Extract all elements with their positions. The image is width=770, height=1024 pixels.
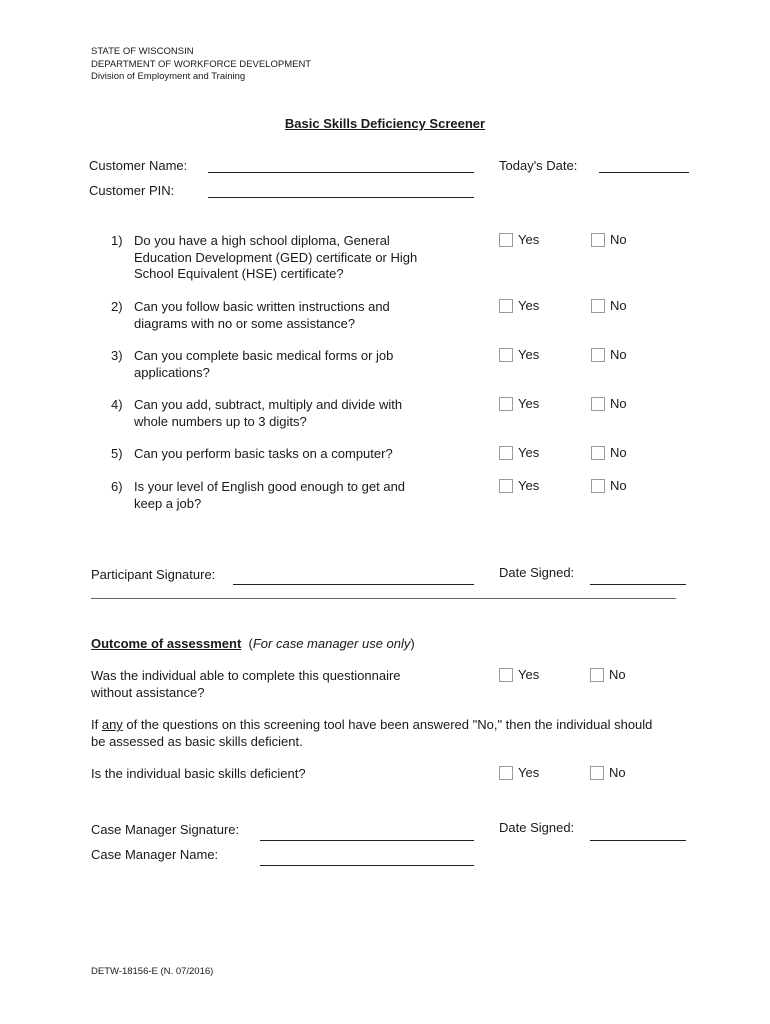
yes-label: Yes: [518, 765, 540, 780]
yes-label: Yes: [518, 298, 540, 313]
no-label: No: [610, 347, 627, 362]
no-label: No: [610, 445, 627, 460]
deficiency-instructions: [91, 717, 661, 750]
assist-question: Was the individual able to complete this questionnaire without assistance?: [91, 668, 401, 700]
q6-no-checkbox[interactable]: [591, 479, 605, 493]
question-text: Can you complete basic medical forms or job applications?: [134, 348, 394, 380]
q3-no-checkbox[interactable]: [591, 348, 605, 362]
question-number: 1): [111, 233, 123, 248]
q5-no-checkbox[interactable]: [591, 446, 605, 460]
todays-date-field[interactable]: [599, 172, 689, 173]
question-text: Can you add, subtract, multiply and divide with whole numbers up to 3 digits?: [134, 397, 403, 429]
yes-label: Yes: [518, 396, 540, 411]
q4-no-checkbox[interactable]: [591, 397, 605, 411]
q3-yes-checkbox[interactable]: [499, 348, 513, 362]
section-divider: [91, 598, 676, 599]
deficient-question: Is the individual basic skills deficient?: [91, 766, 306, 781]
yes-label: Yes: [518, 667, 540, 682]
agency-header: [91, 46, 311, 84]
q2-yes-checkbox[interactable]: [499, 299, 513, 313]
info-suffix: of the questions on this screening tool have been answered "No," then the individual should be assessed as basic skills deficient.: [91, 717, 653, 749]
deficient-no-checkbox[interactable]: [590, 766, 604, 780]
todays-date-label: Today's Date:: [499, 158, 578, 173]
yes-label: Yes: [518, 232, 540, 247]
question-number: 4): [111, 397, 123, 412]
question-text: Is your level of English good enough to get and keep a job?: [134, 479, 406, 511]
yes-label: Yes: [518, 445, 540, 460]
header-state: STATE OF WISCONSIN: [91, 46, 194, 57]
question-number: 5): [111, 446, 123, 461]
header-division: Division of Employment and Training: [91, 71, 246, 82]
outcome-heading-row: [91, 636, 415, 653]
case-manager-name-label: Case Manager Name:: [91, 847, 219, 862]
no-label: No: [609, 765, 626, 780]
customer-name-field[interactable]: [208, 172, 474, 173]
yes-label: Yes: [518, 347, 540, 362]
form-number: DETW-18156-E (N. 07/2016): [91, 966, 214, 977]
no-label: No: [609, 667, 626, 682]
q2-no-checkbox[interactable]: [591, 299, 605, 313]
yes-label: Yes: [518, 478, 540, 493]
customer-pin-label: Customer PIN:: [89, 183, 175, 198]
deficient-yes-checkbox[interactable]: [499, 766, 513, 780]
q5-yes-checkbox[interactable]: [499, 446, 513, 460]
paren-open: (: [248, 636, 253, 651]
q6-yes-checkbox[interactable]: [499, 479, 513, 493]
info-any: any: [101, 717, 123, 732]
question-number: 3): [111, 348, 123, 363]
header-department: DEPARTMENT OF WORKFORCE DEVELOPMENT: [91, 58, 312, 70]
participant-signature-label: Participant Signature:: [91, 567, 216, 582]
form-title: Basic Skills Deficiency Screener: [284, 116, 486, 131]
participant-signature-field[interactable]: [233, 584, 474, 585]
info-prefix: If: [91, 717, 102, 732]
outcome-note: For case manager use only: [252, 636, 411, 651]
case-manager-date-signed-label: Date Signed:: [499, 820, 575, 835]
q1-yes-checkbox[interactable]: [499, 233, 513, 247]
question-number: 6): [111, 479, 123, 494]
customer-name-label: Customer Name:: [89, 158, 188, 173]
case-manager-name-field[interactable]: [260, 865, 474, 866]
assist-no-checkbox[interactable]: [590, 668, 604, 682]
case-manager-signature-label: Case Manager Signature:: [91, 822, 240, 837]
participant-date-signed-label: Date Signed:: [499, 565, 575, 580]
participant-date-signed-field[interactable]: [590, 584, 686, 585]
customer-pin-field[interactable]: [208, 197, 474, 198]
case-manager-signature-field[interactable]: [260, 840, 474, 841]
q4-yes-checkbox[interactable]: [499, 397, 513, 411]
no-label: No: [610, 396, 627, 411]
assist-yes-checkbox[interactable]: [499, 668, 513, 682]
q1-no-checkbox[interactable]: [591, 233, 605, 247]
question-text: Can you perform basic tasks on a computer?: [134, 446, 393, 461]
question-text: Can you follow basic written instructions and diagrams with no or some assistance?: [134, 299, 390, 331]
no-label: No: [610, 232, 627, 247]
paren-close: ): [410, 636, 415, 651]
question-number: 2): [111, 299, 123, 314]
question-text: Do you have a high school diploma, General Education Development (GED) certificate or High School Equivalent (HSE) certificate?: [134, 233, 418, 281]
outcome-heading: Outcome of assessment: [91, 636, 242, 651]
no-label: No: [610, 478, 627, 493]
case-manager-date-signed-field[interactable]: [590, 840, 686, 841]
no-label: No: [610, 298, 627, 313]
